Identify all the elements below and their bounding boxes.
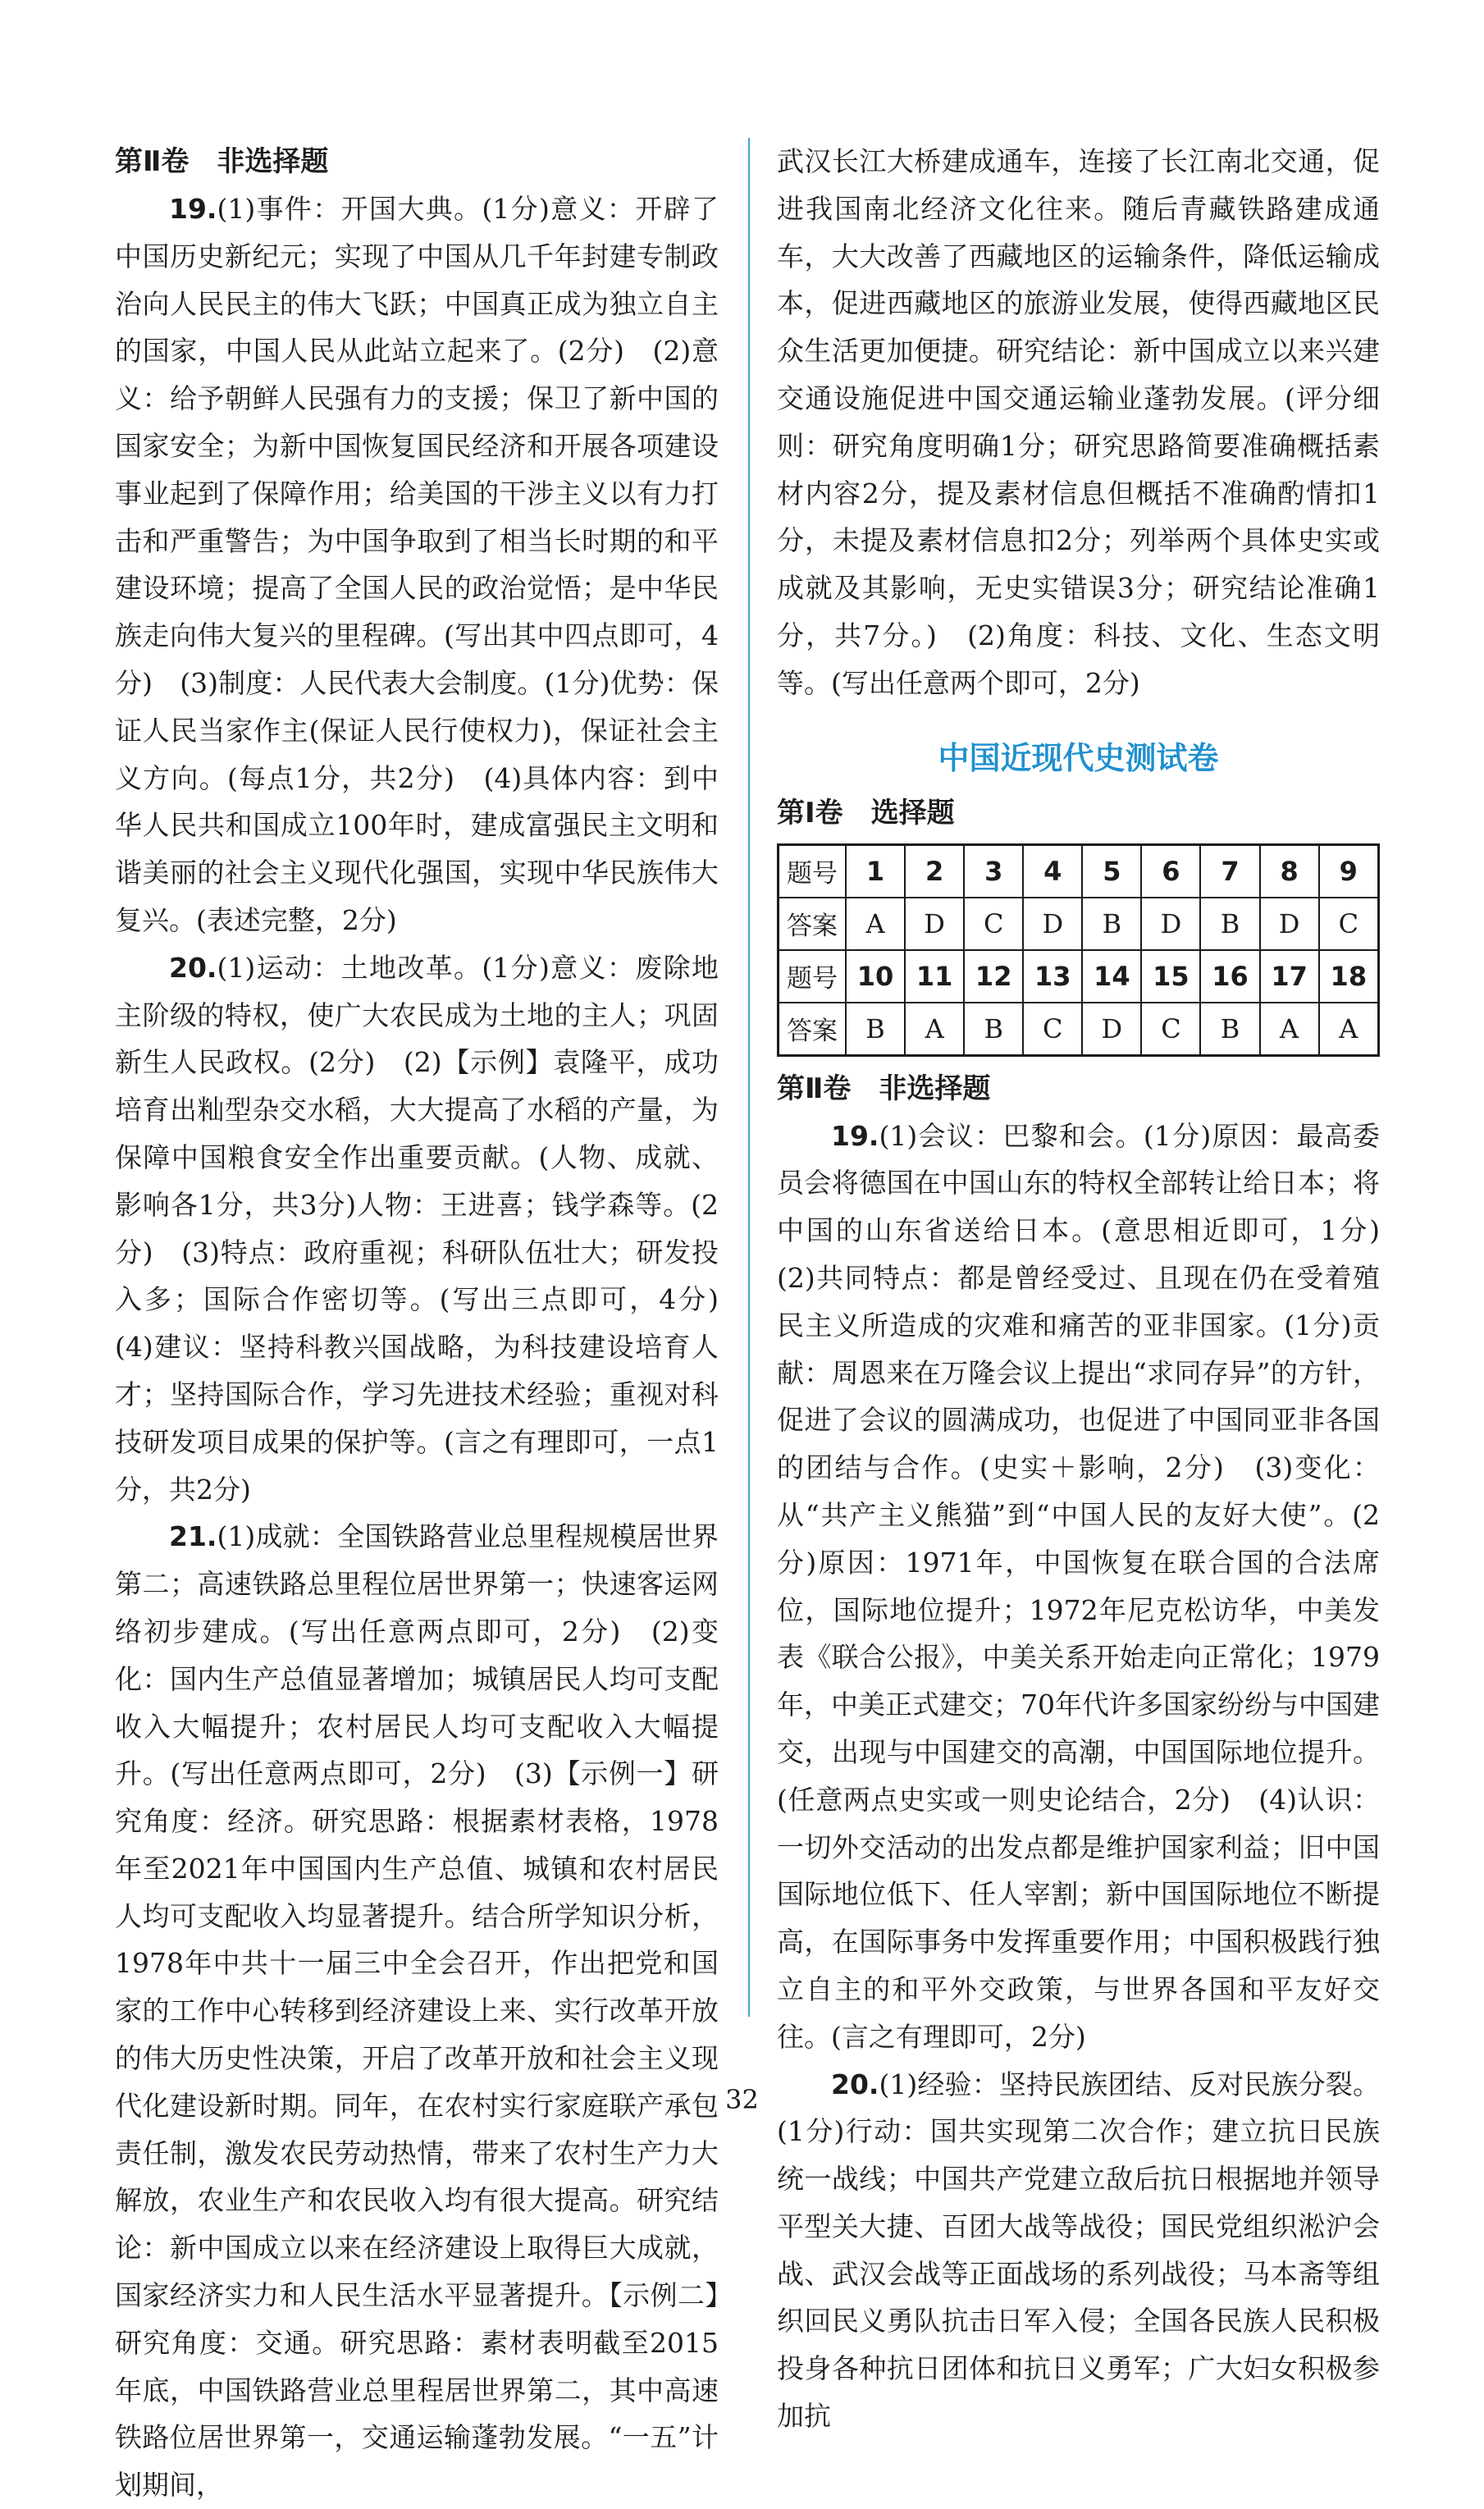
table-cell: D: [1260, 898, 1319, 950]
table-cell: 4: [1023, 844, 1082, 898]
table-cell: 9: [1319, 844, 1379, 898]
table-cell: 8: [1260, 844, 1319, 898]
table-cell: 17: [1260, 950, 1319, 1003]
answer-text: (1)运动：土地改革。(1分)意义：废除地主阶级的特权，使广大农民成为土地的主人；巩固新生人民政权。(2分) (2)【示例】袁隆平，成功培育出籼型杂交水稻，大大提高了水稻的产量，为保障中国粮食安全作出重要贡献。(人物、成就、影响各1分，共3分)人物：王进喜；钱学森等。(2分) (3)特点：政府重视；科研队伍壮大；研发投入多；国际合作密切等。(写出三点即可，4分) (4)建议：坚持科教兴国战略，为科技建设培育人才；坚持国际合作，学习先进技术经验；重视对科技研发项目成果的保护等。(言之有理即可，一点1分，共2分): [115, 951, 746, 1506]
table-cell: A: [846, 898, 905, 950]
table-cell: 10: [846, 950, 905, 1003]
table-cell: 6: [1141, 844, 1200, 898]
answer-label-cell: 答案: [779, 898, 847, 950]
answer-text: (1)会议：巴黎和会。(1分)原因：最高委员会将德国在中国山东的特权全部转让给日本；将中国的山东省送给日本。(意思相近即可，1分) (2)共同特点：都是曾经受过、且现在仍在受着殖民主义所造成的灾难和痛苦的亚非国家。(1分)贡献：周恩来在万隆会议上提出“求同存异”的方针，促进了会议的圆满成功，也促进了中国同亚非各国的团结与合作。(史实＋影响，2分) (3)变化：从“共产主义熊猫”到“中国人民的友好大使”。(2分)原因：1971年，中国恢复在联合国的合法席位，国际地位提升；1972年尼克松访华，中美发表《联合公报》，中美关系开始走向正常化；1979年，中美正式建交；70年代许多国家纷纷与中国建交，出现与中国建交的高潮，中国国际地位提升。(任意两点史实或一则史论结合，2分) (4)认识：一切外交活动的出发点都是维护国家利益；旧中国国际地位低下、任人宰割；新中国国际地位不断提高，在国际事务中发挥重要作用；中国积极践行独立自主的和平外交政策，与世界各国和平友好交往。(言之有理即可，2分): [777, 1119, 1407, 2053]
table-cell: 12: [964, 950, 1023, 1003]
answer-table: [777, 843, 1380, 1057]
table-cell: D: [905, 898, 964, 950]
page-number: 32: [725, 2084, 759, 2115]
table-cell: B: [964, 1003, 1023, 1056]
question-number: 19.: [169, 193, 217, 225]
table-cell: 5: [1082, 844, 1141, 898]
section-heading-nonchoice: 第Ⅱ卷 非选择题: [115, 145, 329, 178]
table-cell: 1: [846, 844, 905, 898]
question-label-cell: 题号: [779, 844, 847, 898]
table-cell: B: [846, 1003, 905, 1056]
table-cell: C: [964, 898, 1023, 950]
table-cell: C: [1319, 898, 1379, 950]
test-title: 中国近现代史测试卷: [938, 739, 1219, 776]
answer-20: [115, 944, 746, 1514]
table-cell: 13: [1023, 950, 1082, 1003]
table-row: [779, 950, 1379, 1003]
answer-20: [777, 2061, 1380, 2440]
question-number: 21.: [169, 1520, 217, 1553]
table-cell: C: [1023, 1003, 1082, 1056]
table-cell: 2: [905, 844, 964, 898]
answer-21-continued: 武汉长江大桥建成通车，连接了长江南北交通，促进我国南北经济文化往来。随后青藏铁路建成通车，大大改善了西藏地区的运输条件，降低运输成本，促进西藏地区的旅游业发展，使得西藏地区民众生活更加便捷。研究结论：新中国成立以来兴建交通设施促进中国交通运输业蓬勃发展。(评分细则：研究角度明确1分；研究思路简要准确概括素材内容2分，提及素材信息但概括不准确酌情扣1分，未提及素材信息扣2分；列举两个具体史实或成就及其影响，无史实错误3分；研究结论准确1分，共7分。) (2)角度：科技、文化、生态文明等。(写出任意两个即可，2分): [777, 145, 1380, 699]
table-cell: A: [1319, 1003, 1379, 1056]
answer-text: (1)成就：全国铁路营业总里程规模居世界第二；高速铁路总里程位居世界第一；快速客运网络初步建成。(写出任意两点即可，2分) (2)变化：国内生产总值显著增加；城镇居民人均可支配收入大幅提升；农村居民人均可支配收入大幅提升。(写出任意两点即可，2分) (3)【示例一】研究角度：经济。研究思路：根据素材表格，1978年至2021年中国国内生产总值、城镇和农村居民人均可支配收入均显著提升。结合所学知识分析，1978年中共十一届三中全会召开，作出把党和国家的工作中心转移到经济建设上来、实行改革开放的伟大历史性决策，开启了改革开放和社会主义现代化建设新时期。同年，在农村实行家庭联产承包责任制，激发农民劳动热情，带来了农村生产力大解放，农业生产和农民收入均有很大提高。研究结论：新中国成立以来在经济建设上取得巨大成就，国家经济实力和人民生活水平显著提升。【示例二】研究角度：交通。研究思路：素材表明截至2015年底，中国铁路营业总里程居世界第二，其中高速铁路位居世界第一，交通运输蓬勃发展。“一五”计划期间，: [115, 1520, 719, 2502]
answer-label-cell: 答案: [779, 1003, 847, 1056]
column-divider: [748, 138, 750, 2017]
table-cell: D: [1141, 898, 1200, 950]
table-row: [779, 1003, 1379, 1056]
table-cell: A: [905, 1003, 964, 1056]
table-cell: 15: [1141, 950, 1200, 1003]
table-cell: C: [1141, 1003, 1200, 1056]
table-cell: B: [1200, 1003, 1259, 1056]
section-heading-choice: 第Ⅰ卷 选择题: [777, 796, 955, 829]
answer-19: [777, 1113, 1407, 2061]
section-heading-nonchoice: 第Ⅱ卷 非选择题: [777, 1072, 991, 1105]
table-cell: B: [1200, 898, 1259, 950]
table-cell: A: [1260, 1003, 1319, 1056]
table-cell: 14: [1082, 950, 1141, 1003]
table-row: [779, 844, 1379, 898]
question-number: 20.: [169, 951, 217, 984]
table-cell: 11: [905, 950, 964, 1003]
answer-text: (1)经验：坚持民族团结、反对民族分裂。(1分)行动：国共实现第二次合作；建立抗日民族统一战线；中国共产党建立敌后抗日根据地并领导平型关大捷、百团大战等战役；国民党组织淞沪会战、武汉会战等正面战场的系列战役；马本斋等组织回民义勇队抗击日军入侵；全国各民族人民积极投身各种抗日团体和抗日义勇军；广大妇女积极参加抗: [777, 2068, 1380, 2433]
table-row: [779, 898, 1379, 950]
answer-19: [115, 185, 719, 944]
question-label-cell: 题号: [779, 950, 847, 1003]
table-cell: D: [1023, 898, 1082, 950]
table-cell: B: [1082, 898, 1141, 950]
table-cell: 7: [1200, 844, 1259, 898]
question-number: 20.: [831, 2068, 879, 2100]
table-cell: 18: [1319, 950, 1379, 1003]
table-cell: 16: [1200, 950, 1259, 1003]
table-cell: D: [1082, 1003, 1141, 1056]
question-number: 19.: [831, 1119, 879, 1152]
answer-21: [115, 1513, 719, 2509]
answer-text: (1)事件：开国大典。(1分)意义：开辟了中国历史新纪元；实现了中国从几千年封建专制政治向人民民主的伟大飞跃；中国真正成为独立自主的国家，中国人民从此站立起来了。(2分) (2)意义：给予朝鲜人民强有力的支援；保卫了新中国的国家安全；为新中国恢复国民经济和开展各项建设事业起到了保障作用；给美国的干涉主义以有力打击和严重警告；为中国争取到了相当长时期的和平建设环境；提高了全国人民的政治觉悟；是中华民族走向伟大复兴的里程碑。(写出其中四点即可，4分) (3)制度：人民代表大会制度。(1分)优势：保证人民当家作主(保证人民行使权力)，保证社会主义方向。(每点1分，共2分) (4)具体内容：到中华人民共和国成立100年时，建成富强民主文明和谐美丽的社会主义现代化强国，实现中华民族伟大复兴。(表述完整，2分): [115, 193, 719, 936]
table-cell: 3: [964, 844, 1023, 898]
